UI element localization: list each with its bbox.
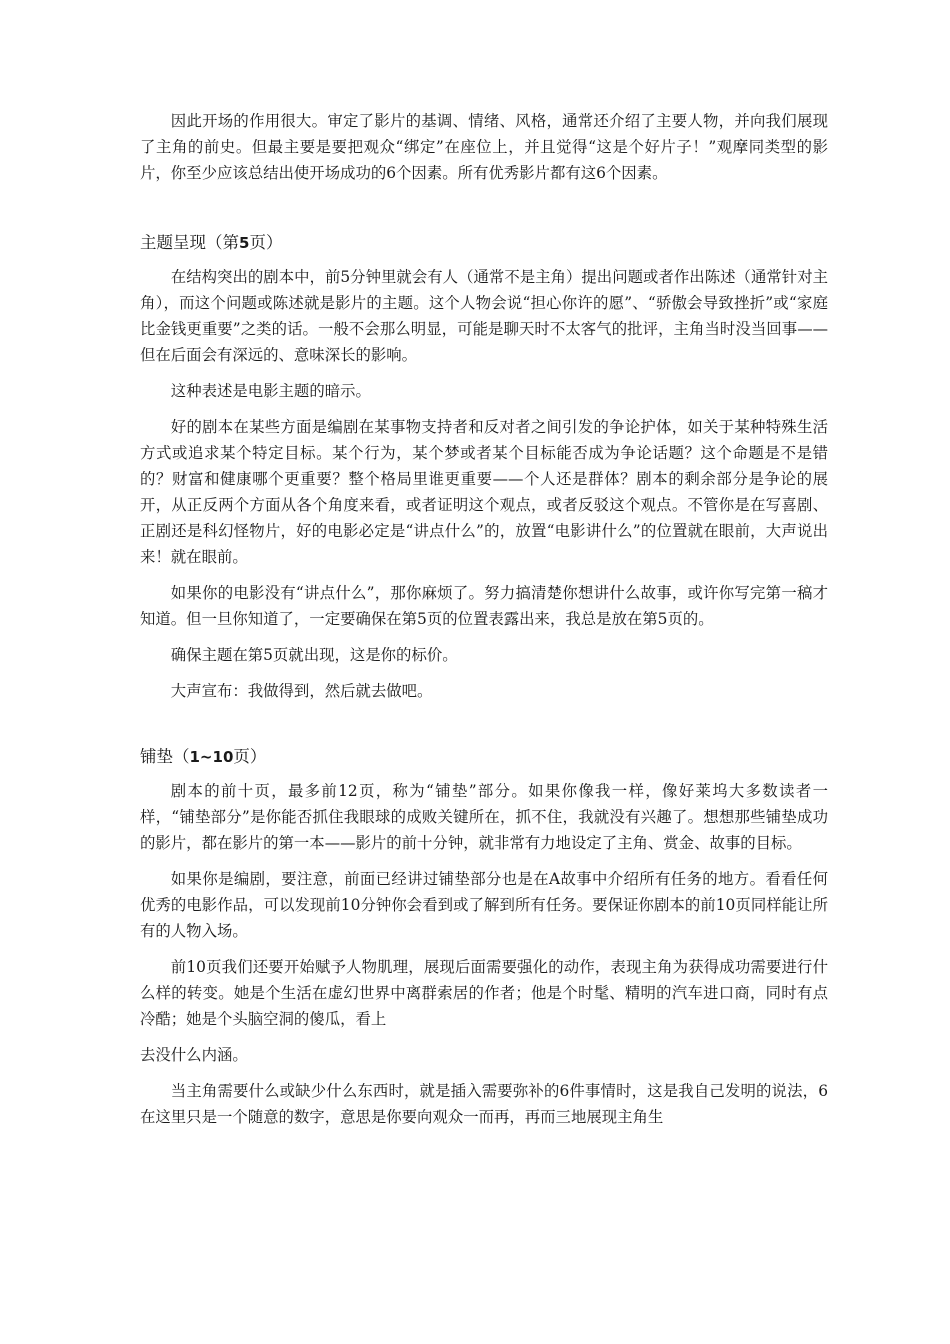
setup-paragraph-3-continued: 去没什么内涵。 — [140, 1046, 248, 1064]
theme-paragraph-3: 好的剧本在某些方面是编剧在某事物支持者和反对者之间引发的争论护体，如关于某种特殊生活方式或追求某个特定目标。某个行为，某个梦或者某个目标能否成为争论话题？这个命题是不是错的？财富和健康哪个更重要？整个格局里谁更重要——个人还是群体？剧本的剩余部分是争论的展开，从正反两个方面从各个角度来看，或者证明这个观点，或者反驳这个观点。不管你是在写喜剧、正剧还是科幻怪物片，好的电影必定是“讲点什么”的，放置“电影讲什么”的位置就在眼前，大声说出来！就在眼前。 — [140, 418, 828, 566]
setup-heading-text: 铺垫（ — [140, 747, 190, 766]
theme-heading-number: 5 — [239, 234, 250, 252]
theme-paragraph-1: 在结构突出的剧本中，前5分钟里就会有人（通常不是主角）提出问题或者作出陈述（通常针对主角），而这个问题或陈述就是影片的主题。这个人物会说“担心你许的愿”、“骄傲会导致挫折”或“家庭比金钱更重要”之类的话。一般不会那么明显，可能是聊天时不太客气的批评，主角当时没当回事——但在后面会有深远的、意味深长的影响。 — [140, 268, 828, 364]
theme-paragraph-2: 这种表述是电影主题的暗示。 — [170, 382, 371, 400]
setup-paragraph-4: 当主角需要什么或缺少什么东西时，就是插入需要弥补的6件事情时，这是我自己发明的说法，6在这里只是一个随意的数字，意思是你要向观众一而再，再而三地展现主角生 — [140, 1082, 828, 1126]
theme-paragraph-5: 确保主题在第5页就出现，这是你的标价。 — [170, 646, 458, 664]
intro-paragraph: 因此开场的作用很大。审定了影片的基调、情绪、风格，通常还介绍了主要人物，并向我们展现了主角的前史。但最主要是要把观众“绑定”在座位上，并且觉得“这是个好片子！”观摩同类型的影片，你至少应该总结出使开场成功的6个因素。所有优秀影片都有这6个因素。 — [140, 112, 828, 182]
theme-heading-end: 页） — [249, 233, 283, 252]
setup-paragraph-2: 如果你是编剧，要注意，前面已经讲过铺垫部分也是在A故事中介绍所有任务的地方。看看任何优秀的电影作品，可以发现前10分钟你会看到或了解到所有任务。要保证你剧本的前10页同样能让所有的人物入场。 — [140, 870, 828, 940]
setup-heading-number: 1~10 — [189, 748, 234, 766]
theme-heading-text: 主题呈现（第 — [140, 233, 239, 252]
theme-paragraph-4: 如果你的电影没有“讲点什么”，那你麻烦了。努力搞清楚你想讲什么故事，或许你写完第一稿才知道。但一旦你知道了，一定要确保在第5页的位置表露出来，我总是放在第5页的。 — [140, 584, 828, 628]
setup-paragraph-3: 前10页我们还要开始赋予人物肌理，展现后面需要强化的动作，表现主角为获得成功需要进行什么样的转变。她是个生活在虚幻世界中离群索居的作者；他是个时髦、精明的汽车进口商，同时有点冷酷；她是个头脑空洞的傻瓜，看上 — [140, 958, 828, 1028]
theme-heading — [140, 230, 828, 256]
document-page — [140, 108, 828, 1130]
setup-heading-end: 页） — [233, 747, 267, 766]
setup-heading — [140, 744, 828, 770]
setup-paragraph-1: 剧本的前十页，最多前12页，称为“铺垫”部分。如果你像我一样，像好莱坞大多数读者一样，“铺垫部分”是你能否抓住我眼球的成败关键所在，抓不住，我就没有兴趣了。想想那些铺垫成功的影片，都在影片的第一本——影片的前十分钟，就非常有力地设定了主角、赏金、故事的目标。 — [140, 782, 828, 852]
theme-paragraph-6: 大声宣布：我做得到，然后就去做吧。 — [170, 682, 433, 700]
